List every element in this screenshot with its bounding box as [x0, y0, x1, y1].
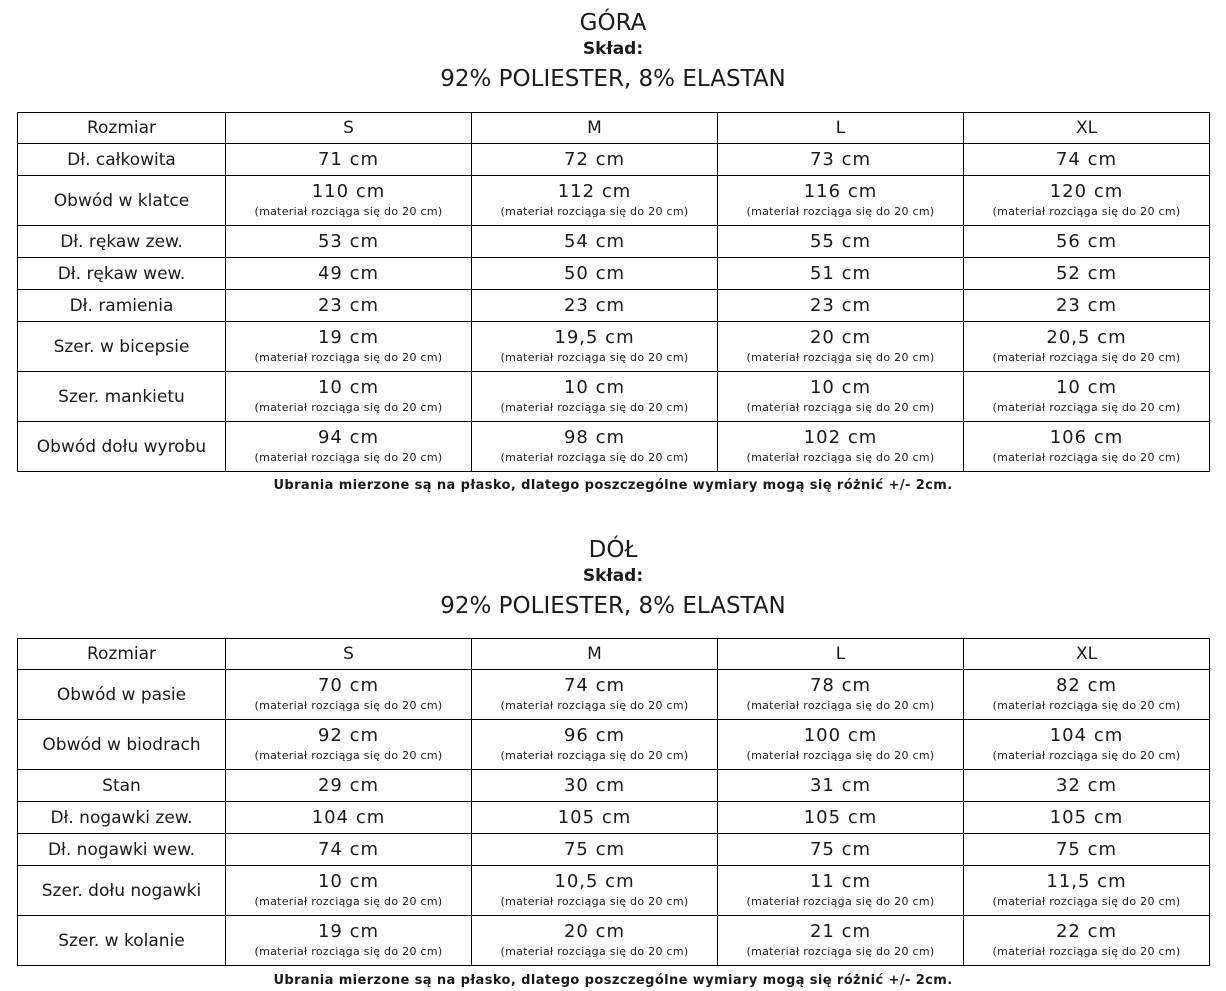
table-header-row	[18, 113, 1210, 144]
header-size-m: M	[472, 113, 718, 144]
measurement-value: 98 cm	[563, 426, 626, 448]
table-row	[18, 834, 1210, 866]
stretch-note: (materiał rozciąga się do 20 cm)	[500, 698, 689, 712]
measurement-value: 78 cm	[809, 674, 872, 696]
measurement-value: 105 cm	[1049, 806, 1124, 828]
measurement-value: 19 cm	[317, 920, 380, 942]
header-size-l: L	[718, 113, 964, 144]
stretch-note: (materiał rozciąga się do 20 cm)	[746, 204, 935, 218]
measurement-value: 10 cm	[809, 376, 872, 398]
table-row	[18, 322, 1210, 372]
row-label: Szer. dołu nogawki	[18, 866, 226, 916]
header-size-s: S	[226, 639, 472, 670]
stretch-note: (materiał rozciąga się do 20 cm)	[992, 350, 1181, 364]
row-label: Szer. w kolanie	[18, 916, 226, 966]
measurement-value: 52 cm	[1055, 262, 1118, 284]
measurement-cell	[964, 322, 1210, 372]
measurement-cell	[964, 258, 1210, 290]
measurement-cell	[472, 834, 718, 866]
measurement-cell	[964, 372, 1210, 422]
measurement-cell	[226, 258, 472, 290]
measurement-value: 23 cm	[563, 294, 626, 316]
measurement-cell	[472, 226, 718, 258]
measurement-cell	[964, 834, 1210, 866]
measurement-cell	[718, 770, 964, 802]
measurement-value: 94 cm	[317, 426, 380, 448]
measurement-value: 75 cm	[563, 838, 626, 860]
measurement-cell	[964, 802, 1210, 834]
composition-label: Skład:	[582, 566, 644, 586]
measurement-cell	[718, 290, 964, 322]
measurement-value: 116 cm	[803, 180, 878, 202]
header-size-l: L	[718, 639, 964, 670]
section-title: DÓŁ	[588, 537, 638, 563]
stretch-note: (materiał rozciąga się do 20 cm)	[500, 894, 689, 908]
measurement-cell	[226, 144, 472, 176]
measurement-value: 53 cm	[317, 230, 380, 252]
measurement-value: 104 cm	[311, 806, 386, 828]
row-label: Dł. całkowita	[18, 144, 226, 176]
stretch-note: (materiał rozciąga się do 20 cm)	[254, 944, 443, 958]
measurement-cell	[226, 670, 472, 720]
row-label: Szer. mankietu	[18, 372, 226, 422]
stretch-note: (materiał rozciąga się do 20 cm)	[992, 450, 1181, 464]
measurement-cell	[718, 322, 964, 372]
measurement-cell	[472, 802, 718, 834]
composition-label: Skład:	[582, 39, 644, 59]
measurement-value: 75 cm	[809, 838, 872, 860]
measurement-cell	[718, 720, 964, 770]
measurement-value: 71 cm	[317, 148, 380, 170]
stretch-note: (materiał rozciąga się do 20 cm)	[500, 450, 689, 464]
measurement-cell	[718, 916, 964, 966]
top-section	[0, 0, 1226, 493]
table-row	[18, 290, 1210, 322]
measurement-cell	[226, 290, 472, 322]
measurement-cell	[718, 176, 964, 226]
stretch-note: (materiał rozciąga się do 20 cm)	[746, 748, 935, 762]
measurement-value: 50 cm	[563, 262, 626, 284]
row-label: Dł. nogawki zew.	[18, 802, 226, 834]
table-row	[18, 720, 1210, 770]
stretch-note: (materiał rozciąga się do 20 cm)	[746, 450, 935, 464]
table-header-row	[18, 639, 1210, 670]
stretch-note: (materiał rozciąga się do 20 cm)	[992, 894, 1181, 908]
stretch-note: (materiał rozciąga się do 20 cm)	[254, 698, 443, 712]
table-row	[18, 176, 1210, 226]
measurement-cell	[472, 290, 718, 322]
header-size-m: M	[472, 639, 718, 670]
measurement-cell	[472, 144, 718, 176]
measurement-value: 20 cm	[563, 920, 626, 942]
measurement-cell	[964, 226, 1210, 258]
measurement-cell	[226, 176, 472, 226]
table-row	[18, 670, 1210, 720]
row-label: Obwód w pasie	[18, 670, 226, 720]
measurement-value: 75 cm	[1055, 838, 1118, 860]
measurement-value: 23 cm	[809, 294, 872, 316]
table-row	[18, 916, 1210, 966]
measurement-value: 51 cm	[809, 262, 872, 284]
size-table-top	[17, 112, 1210, 472]
measurement-cell	[964, 422, 1210, 472]
measurement-value: 73 cm	[809, 148, 872, 170]
measurement-value: 112 cm	[557, 180, 632, 202]
measurement-cell	[964, 176, 1210, 226]
measurement-value: 22 cm	[1055, 920, 1118, 942]
measurement-cell	[226, 916, 472, 966]
measurement-value: 29 cm	[317, 774, 380, 796]
measurement-value: 105 cm	[557, 806, 632, 828]
header-size-label: Rozmiar	[18, 113, 226, 144]
measurement-value: 106 cm	[1049, 426, 1124, 448]
measurement-cell	[226, 372, 472, 422]
measurement-cell	[964, 720, 1210, 770]
measurement-cell	[718, 670, 964, 720]
measurement-cell	[226, 422, 472, 472]
table-row	[18, 802, 1210, 834]
header-size-xl: XL	[964, 113, 1210, 144]
measurement-value: 23 cm	[317, 294, 380, 316]
stretch-note: (materiał rozciąga się do 20 cm)	[500, 944, 689, 958]
measurement-cell	[472, 322, 718, 372]
stretch-note: (materiał rozciąga się do 20 cm)	[254, 400, 443, 414]
material-composition: 92% POLIESTER, 8% ELASTAN	[440, 593, 786, 619]
measurement-cell	[718, 372, 964, 422]
measurement-value: 20,5 cm	[1046, 326, 1127, 348]
measurement-cell	[718, 422, 964, 472]
measurement-value: 10 cm	[317, 870, 380, 892]
row-label: Obwód w biodrach	[18, 720, 226, 770]
measurement-value: 110 cm	[311, 180, 386, 202]
header-size-label: Rozmiar	[18, 639, 226, 670]
row-label: Dł. rękaw zew.	[18, 226, 226, 258]
measurement-value: 11,5 cm	[1046, 870, 1127, 892]
measurement-cell	[472, 176, 718, 226]
measurement-cell	[226, 720, 472, 770]
measurement-cell	[472, 258, 718, 290]
measurement-cell	[718, 258, 964, 290]
table-row	[18, 866, 1210, 916]
measurement-value: 19 cm	[317, 326, 380, 348]
measurement-value: 104 cm	[1049, 724, 1124, 746]
stretch-note: (materiał rozciąga się do 20 cm)	[746, 350, 935, 364]
measurement-cell	[226, 834, 472, 866]
row-label: Obwód w klatce	[18, 176, 226, 226]
measurement-value: 96 cm	[563, 724, 626, 746]
row-label: Szer. w bicepsie	[18, 322, 226, 372]
table-row	[18, 144, 1210, 176]
measurement-cell	[964, 290, 1210, 322]
stretch-note: (materiał rozciąga się do 20 cm)	[992, 400, 1181, 414]
measurement-cell	[472, 916, 718, 966]
measurement-value: 10 cm	[563, 376, 626, 398]
row-label: Dł. nogawki wew.	[18, 834, 226, 866]
measurement-value: 72 cm	[563, 148, 626, 170]
table-row	[18, 226, 1210, 258]
measurement-cell	[472, 770, 718, 802]
material-composition: 92% POLIESTER, 8% ELASTAN	[440, 66, 786, 92]
measurement-cell	[226, 770, 472, 802]
measurement-value: 56 cm	[1055, 230, 1118, 252]
row-label: Dł. ramienia	[18, 290, 226, 322]
stretch-note: (materiał rozciąga się do 20 cm)	[500, 350, 689, 364]
stretch-note: (materiał rozciąga się do 20 cm)	[500, 400, 689, 414]
measurement-footnote: Ubrania mierzone są na płasko, dlatego poszczególne wymiary mogą się różnić +/- 2cm.	[273, 478, 953, 493]
header-size-s: S	[226, 113, 472, 144]
row-label: Stan	[18, 770, 226, 802]
header-size-xl: XL	[964, 639, 1210, 670]
size-table-bottom	[17, 638, 1210, 966]
measurement-cell	[718, 802, 964, 834]
stretch-note: (materiał rozciąga się do 20 cm)	[254, 894, 443, 908]
measurement-cell	[718, 144, 964, 176]
stretch-note: (materiał rozciąga się do 20 cm)	[254, 748, 443, 762]
stretch-note: (materiał rozciąga się do 20 cm)	[746, 894, 935, 908]
measurement-value: 49 cm	[317, 262, 380, 284]
measurement-cell	[472, 720, 718, 770]
measurement-cell	[472, 422, 718, 472]
stretch-note: (materiał rozciąga się do 20 cm)	[746, 400, 935, 414]
stretch-note: (materiał rozciąga się do 20 cm)	[254, 450, 443, 464]
measurement-value: 19,5 cm	[554, 326, 635, 348]
table-row	[18, 770, 1210, 802]
measurement-value: 74 cm	[317, 838, 380, 860]
measurement-cell	[718, 834, 964, 866]
measurement-value: 54 cm	[563, 230, 626, 252]
measurement-value: 102 cm	[803, 426, 878, 448]
stretch-note: (materiał rozciąga się do 20 cm)	[992, 698, 1181, 712]
measurement-value: 70 cm	[317, 674, 380, 696]
row-label: Dł. rękaw wew.	[18, 258, 226, 290]
measurement-cell	[718, 866, 964, 916]
measurement-value: 92 cm	[317, 724, 380, 746]
stretch-note: (materiał rozciąga się do 20 cm)	[500, 748, 689, 762]
measurement-cell	[472, 670, 718, 720]
measurement-cell	[472, 866, 718, 916]
measurement-value: 20 cm	[809, 326, 872, 348]
measurement-cell	[964, 770, 1210, 802]
section-title: GÓRA	[579, 10, 647, 36]
measurement-cell	[964, 144, 1210, 176]
stretch-note: (materiał rozciąga się do 20 cm)	[992, 204, 1181, 218]
measurement-value: 100 cm	[803, 724, 878, 746]
stretch-note: (materiał rozciąga się do 20 cm)	[500, 204, 689, 218]
measurement-cell	[226, 866, 472, 916]
stretch-note: (materiał rozciąga się do 20 cm)	[254, 350, 443, 364]
measurement-value: 10 cm	[1055, 376, 1118, 398]
measurement-value: 11 cm	[809, 870, 872, 892]
measurement-value: 30 cm	[563, 774, 626, 796]
table-row	[18, 258, 1210, 290]
measurement-value: 21 cm	[809, 920, 872, 942]
row-label: Obwód dołu wyrobu	[18, 422, 226, 472]
table-row	[18, 422, 1210, 472]
measurement-cell	[226, 802, 472, 834]
measurement-value: 31 cm	[809, 774, 872, 796]
measurement-cell	[964, 670, 1210, 720]
measurement-cell	[718, 226, 964, 258]
table-row	[18, 372, 1210, 422]
measurement-value: 82 cm	[1055, 674, 1118, 696]
measurement-value: 32 cm	[1055, 774, 1118, 796]
measurement-value: 74 cm	[563, 674, 626, 696]
measurement-value: 120 cm	[1049, 180, 1124, 202]
stretch-note: (materiał rozciąga się do 20 cm)	[254, 204, 443, 218]
measurement-value: 10 cm	[317, 376, 380, 398]
stretch-note: (materiał rozciąga się do 20 cm)	[992, 748, 1181, 762]
stretch-note: (materiał rozciąga się do 20 cm)	[746, 698, 935, 712]
stretch-note: (materiał rozciąga się do 20 cm)	[992, 944, 1181, 958]
stretch-note: (materiał rozciąga się do 20 cm)	[746, 944, 935, 958]
measurement-cell	[226, 226, 472, 258]
measurement-footnote: Ubrania mierzone są na płasko, dlatego poszczególne wymiary mogą się różnić +/- 2cm.	[273, 973, 953, 988]
measurement-cell	[964, 866, 1210, 916]
bottom-section	[0, 527, 1226, 988]
measurement-value: 74 cm	[1055, 148, 1118, 170]
measurement-value: 10,5 cm	[554, 870, 635, 892]
measurement-value: 23 cm	[1055, 294, 1118, 316]
measurement-cell	[472, 372, 718, 422]
measurement-cell	[964, 916, 1210, 966]
measurement-cell	[226, 322, 472, 372]
measurement-value: 55 cm	[809, 230, 872, 252]
measurement-value: 105 cm	[803, 806, 878, 828]
